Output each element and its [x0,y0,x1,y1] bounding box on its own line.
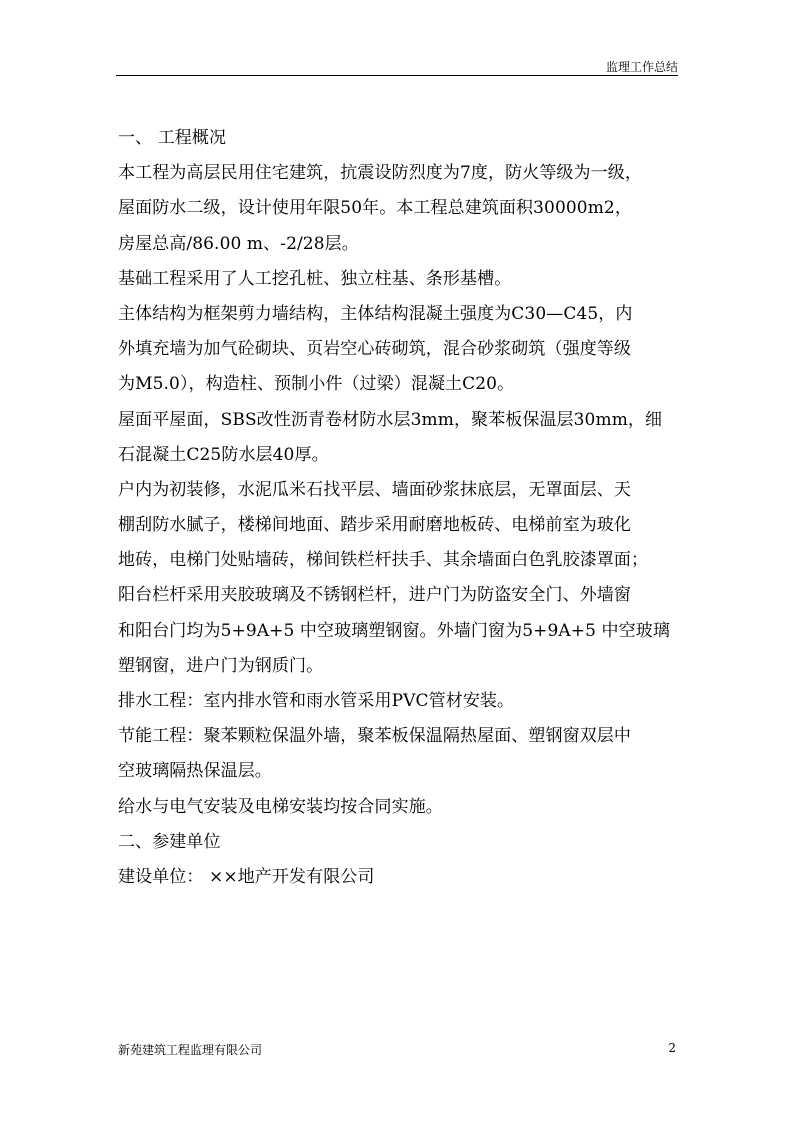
paragraph-line: 地砖，电梯门处贴墙砖，梯间铁栏杆扶手、其余墙面白色乳胶漆罩面； [118,550,649,571]
section-heading-participants: 二、参建单位 [118,831,221,852]
paragraph-line: 户内为初装修，水泥瓜米石找平层、墙面砂浆抹底层，无罩面层、天 [118,479,631,500]
paragraph-line: 排水工程：室内排水管和雨水管采用PVC管材安装。 [118,691,515,711]
paragraph-line: 塑钢窗，进户门为钢质门。 [118,655,324,676]
paragraph-line: 和阳台门均为5+9A+5 中空玻璃塑钢窗。外墙门窗为5+9A+5 中空玻璃 [118,620,670,641]
paragraph-line: 房屋总高/86.00 m、-2/28层。 [118,233,359,254]
section-heading-overview: 一、 工程概况 [118,128,227,148]
paragraph-line: 给水与电气安装及电梯安装均按合同实施。 [118,796,443,817]
paragraph-line: 石混凝土C25防水层40厚。 [118,444,329,465]
paragraph-line: 空玻璃隔热保温层。 [118,761,272,782]
paragraph-line: 节能工程：聚苯颗粒保温外墙，聚苯板保温隔热屋面、塑钢窗双层中 [118,726,631,747]
page-header-title: 监理工作总结 [605,60,678,74]
footer-page-number: 2 [668,1041,676,1055]
paragraph-line: 主体结构为框架剪力墙结构，主体结构混凝土强度为C30—C45，内 [118,303,633,324]
paragraph-line: 基础工程采用了人工挖孔桩、独立柱基、条形基槽。 [118,268,512,289]
paragraph-line: 屋面平屋面，SBS改性沥青卷材防水层3mm，聚苯板保温层30mm，细 [118,409,663,430]
paragraph-line: 建设单位： ××地产开发有限公司 [118,866,375,887]
paragraph-line: 屋面防水二级，设计使用年限50年。本工程总建筑面积30000m2， [118,198,632,219]
paragraph-line: 本工程为高层民用住宅建筑，抗震设防烈度为7度，防火等级为一级， [118,163,642,184]
paragraph-line: 棚刮防水腻子，楼梯间地面、踏步采用耐磨地板砖、电梯前室为玻化 [118,515,631,536]
paragraph-line: 阳台栏杆采用夹胶玻璃及不锈钢栏杆，进户门为防盗安全门、外墙窗 [118,585,631,606]
footer-company-name: 新苑建筑工程监理有限公司 [118,1043,263,1057]
paragraph-line: 为M5.0），构造柱、预制小件（过梁）混凝土C20。 [118,374,515,395]
header-divider [116,75,678,76]
paragraph-line: 外填充墙为加气砼砌块、页岩空心砖砌筑，混合砂浆砌筑（强度等级 [118,339,631,360]
document-body [118,121,686,895]
